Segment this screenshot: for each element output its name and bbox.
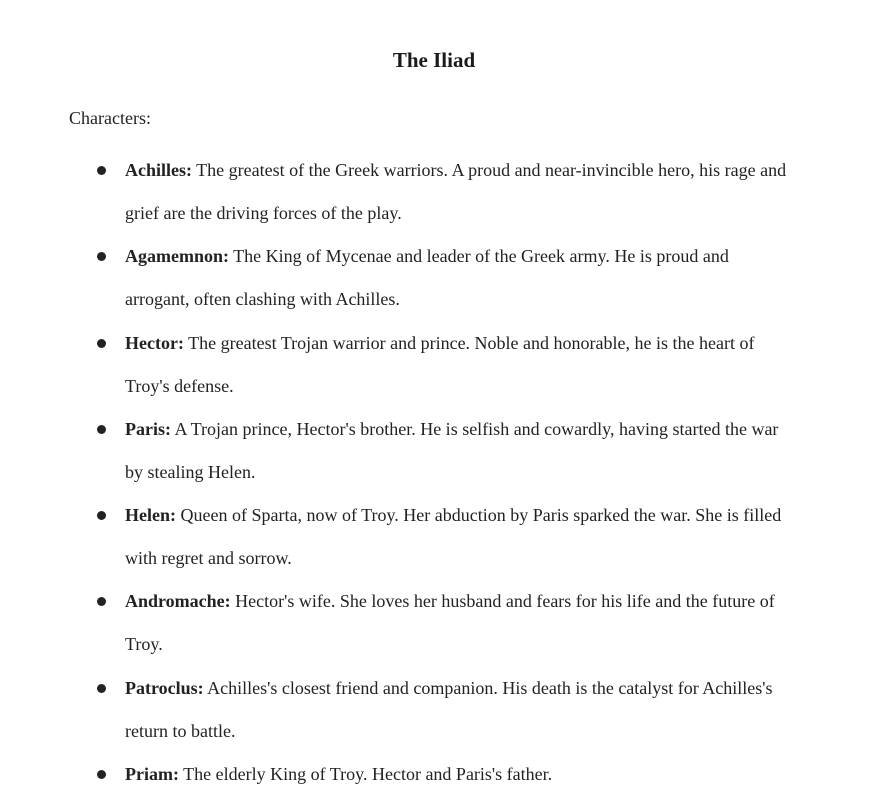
character-list bbox=[0, 149, 885, 796]
bullet-icon bbox=[97, 339, 106, 348]
list-item bbox=[0, 408, 790, 494]
character-description: A Trojan prince, Hector's brother. He is selfish and cowardly, having started the war by stealing Helen. bbox=[125, 418, 779, 482]
character-name: Priam: bbox=[125, 764, 179, 785]
character-description: Hector's wife. She loves her husband and fears for his life and the future of Troy. bbox=[125, 591, 775, 655]
character-name: Andromache: bbox=[125, 591, 231, 612]
bullet-icon bbox=[97, 511, 106, 520]
list-item bbox=[0, 494, 790, 580]
character-name: Achilles: bbox=[125, 160, 192, 180]
bullet-icon bbox=[97, 252, 106, 261]
list-item bbox=[0, 235, 790, 321]
character-description: Achilles's closest friend and companion. His death is the catalyst for Achilles's return to battle. bbox=[125, 677, 773, 741]
character-description: The elderly King of Troy. Hector and Paris's father. bbox=[178, 764, 553, 785]
bullet-icon bbox=[97, 166, 106, 175]
bullet-icon bbox=[97, 684, 106, 693]
document-title: The Iliad bbox=[392, 48, 476, 72]
list-item bbox=[0, 149, 790, 235]
character-description: The greatest of the Greek warriors. A proud and near-invincible hero, his rage and grief are the driving forces of the play. bbox=[125, 160, 787, 223]
bullet-icon bbox=[97, 597, 106, 606]
character-description: Queen of Sparta, now of Troy. Her abduction by Paris sparked the war. She is filled with regret and sorrow. bbox=[125, 505, 782, 569]
section-label: Characters: bbox=[69, 108, 151, 128]
list-item bbox=[0, 753, 790, 796]
list-item bbox=[0, 667, 790, 753]
bullet-icon bbox=[97, 770, 106, 779]
character-description: The greatest Trojan warrior and prince. Noble and honorable, he is the heart of Troy's defense. bbox=[125, 332, 755, 396]
character-name: Paris: bbox=[125, 418, 171, 439]
list-item bbox=[0, 322, 790, 408]
character-name: Agamemnon: bbox=[125, 246, 229, 267]
character-name: Helen: bbox=[125, 505, 176, 526]
character-name: Hector: bbox=[125, 332, 184, 353]
character-name: Patroclus: bbox=[125, 677, 204, 698]
list-item bbox=[0, 580, 790, 666]
character-description: The King of Mycenae and leader of the Greek army. He is proud and arrogant, often clashing with Achilles. bbox=[125, 246, 729, 310]
bullet-icon bbox=[97, 425, 106, 434]
